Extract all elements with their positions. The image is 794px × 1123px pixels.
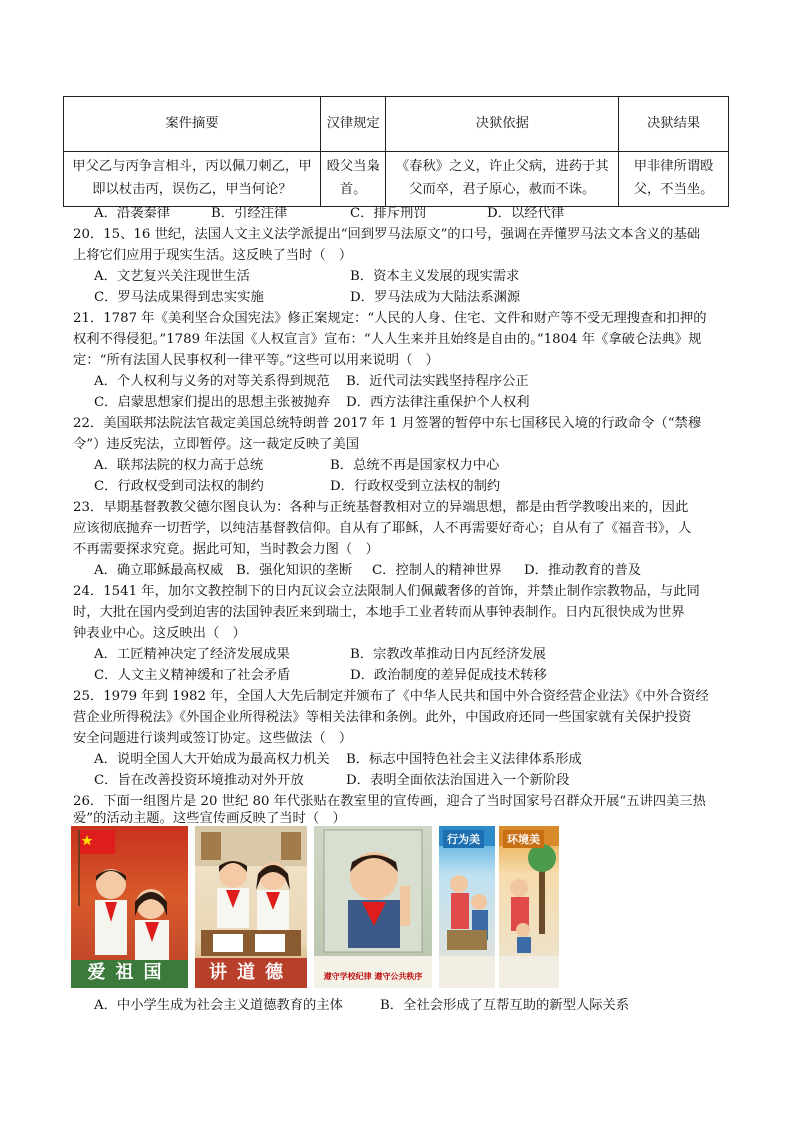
q23-option-c: C．控制人的精神世界 xyxy=(372,563,502,578)
header-verdict-result: 决狱结果 xyxy=(619,97,729,152)
q25-stem-line: 营企业所得税法》《外国企业所得税法》等相关法律和条例。此外，中国政府还同一些国家就有关保护投资 xyxy=(73,710,692,725)
case-table-header xyxy=(64,97,729,152)
q20-option-c: C．罗马法成果得到忠实实施 xyxy=(94,290,264,305)
poster-behavior-illustration xyxy=(439,826,495,988)
poster-caption: 爱祖国 xyxy=(87,962,172,983)
q23-option-b: B．强化知识的垄断 xyxy=(236,563,353,578)
q22-option-d: D．行政权受到立法权的制约 xyxy=(330,479,501,494)
q21-option-c: C．启蒙思想家们提出的思想主张被抛弃 xyxy=(94,395,331,410)
poster-tag: 环境美 xyxy=(503,830,544,848)
cell-case-summary: 甲父乙与丙争言相斗，丙以佩刀刺乙，甲即以杖击丙，误伤乙，甲当何论？ xyxy=(64,152,321,207)
header-han-law: 汉律规定 xyxy=(320,97,385,152)
q26-stem-line: 爱”的活动主题。这些宣传画反映了当时（ ） xyxy=(73,811,346,826)
q22-stem-line: 22．美国联邦法院法官裁定美国总统特朗普 2017 年 1 月签署的暂停中东七国移民入境的行政命令（“禁穆 xyxy=(73,416,702,431)
q24-option-a: A．工匠精神决定了经济发展成果 xyxy=(94,647,290,662)
cell-han-law: 殴父当枭首。 xyxy=(320,152,385,207)
poster-caption: 讲道德 xyxy=(209,962,293,983)
q22-option-c: C．行政权受到司法权的制约 xyxy=(94,479,264,494)
q20-stem-line: 上将它们应用于现实生活。这反映了当时（ ） xyxy=(73,248,353,263)
q25-option-a: A．说明全国人大开始成为最高权力机关 xyxy=(94,752,330,767)
poster-boy-illustration xyxy=(314,826,432,988)
poster-love-country xyxy=(71,826,188,988)
q21-stem-line: 权利不得侵犯。”1789 年法国《人权宣言》宣布：“人人生来并且始终是自由的。”1804 年《拿破仑法典》规 xyxy=(73,332,702,347)
poster-group xyxy=(71,826,561,988)
q24-option-b: B．宗教改革推动日内瓦经济发展 xyxy=(350,647,546,662)
q25-option-c: C．旨在改善投资环境推动对外开放 xyxy=(94,773,304,788)
cell-verdict-basis: 《春秋》之义，许止父病，进药于其父而卒，君子原心，赦而不诛。 xyxy=(386,152,619,207)
q20-stem-line: 20．15、16 世纪，法国人文主义法学派提出“回到罗马法原文”的口号，强调在弄懂罗马法文本含义的基础 xyxy=(73,227,701,242)
case-table xyxy=(63,96,729,207)
q20-option-a: A．文艺复兴关注现世生活 xyxy=(94,269,250,284)
cell-verdict-result: 甲非律所谓殴父，不当坐。 xyxy=(619,152,729,207)
poster-tag: 行为美 xyxy=(443,830,484,848)
q26-stem-line: 26．下面一组图片是 20 世纪 80 年代张贴在教室里的宣传画，迎合了当时国家号召群众开展“五讲四美三热 xyxy=(73,794,706,809)
q20-option-b: B．资本主义发展的现实需求 xyxy=(350,269,520,284)
q20-option-d: D．罗马法成为大陆法系渊源 xyxy=(350,290,521,305)
case-table-row xyxy=(64,152,729,207)
poster-behavior-beauty xyxy=(439,826,495,988)
q21-stem-line: 定：“所有法国人民事权利一律平等。”这些可以用来说明（ ） xyxy=(73,353,439,368)
q22-option-b: B．总统不再是国家权力中心 xyxy=(330,458,500,473)
poster-environment-beauty xyxy=(499,826,559,988)
q25-option-b: B．标志中国特色社会主义法律体系形成 xyxy=(346,752,582,767)
q19-option-a: A．沿袭秦律 xyxy=(94,206,171,221)
poster-morality xyxy=(195,826,307,988)
q26-option-a: A．中小学生成为社会主义道德教育的主体 xyxy=(94,998,343,1013)
q24-option-d: D．政治制度的差异促成技术转移 xyxy=(350,668,547,683)
q23-stem-line: 应该彻底抛弃一切哲学，以纯洁基督教信仰。自从有了耶稣，人不再需要好奇心；自从有了《福音书》，人 xyxy=(73,521,692,536)
poster-school-discipline xyxy=(314,826,432,988)
header-verdict-basis: 决狱依据 xyxy=(386,97,619,152)
q21-option-d: D．西方法律注重保护个人权利 xyxy=(346,395,530,410)
q21-option-b: B．近代司法实践坚持程序公正 xyxy=(346,374,529,389)
q22-stem-line: 令”）违反宪法，立即暂停。这一裁定反映了美国 xyxy=(73,437,360,452)
q23-stem-line: 23．早期基督教教父德尔图良认为：各种与正统基督教相对立的异端思想，都是由哲学教唆出来的，因此 xyxy=(73,500,689,515)
q23-stem-line: 不再需要探求究竟。据此可知，当时教会力图（ ） xyxy=(73,542,379,557)
poster-caption: 遵守学校纪律 遵守公共秩序 xyxy=(323,972,423,981)
q19-option-c: C．排斥刑罚 xyxy=(350,206,427,221)
q24-option-c: C．人文主义精神缓和了社会矛盾 xyxy=(94,668,291,683)
q25-stem-line: 25．1979 年到 1982 年，全国人大先后制定并颁布了《中华人民共和国中外合资经营企业法》《中外合资经 xyxy=(73,689,709,704)
poster-environment-illustration xyxy=(499,826,559,988)
q22-option-a: A．联邦法院的权力高于总统 xyxy=(94,458,264,473)
q21-option-a: A．个人权利与义务的对等关系得到规范 xyxy=(94,374,330,389)
q23-option-a: A．确立耶稣最高权威 xyxy=(94,563,224,578)
q24-stem-line: 钟表业中心。这反映出（ ） xyxy=(73,626,246,641)
q19-option-d: D．以经代律 xyxy=(487,206,565,221)
q24-stem-line: 24．1541 年，加尔文教控制下的日内瓦议会立法限制人们佩戴奢侈的首饰，并禁止制作宗教物品，与此同 xyxy=(73,584,700,599)
q25-option-d: D．表明全面依法治国进入一个新阶段 xyxy=(346,773,570,788)
q25-stem-line: 安全问题进行谈判或签订协定。这些做法（ ） xyxy=(73,731,353,746)
q23-option-d: D．推动教育的普及 xyxy=(524,563,642,578)
q21-stem-line: 21．1787 年《美利坚合众国宪法》修正案规定：“人民的人身、住宅、文件和财产等不受无理搜查和扣押的 xyxy=(73,311,707,326)
q26-option-b: B．全社会形成了互帮互助的新型人际关系 xyxy=(380,998,630,1013)
q19-option-b: B．引经注律 xyxy=(211,206,288,221)
q24-stem-line: 时，大批在国内受到迫害的法国钟表匠来到瑞士，本地手工业者转而从事钟表制作。日内瓦很快成为世界 xyxy=(73,605,685,620)
header-case-summary: 案件摘要 xyxy=(64,97,321,152)
